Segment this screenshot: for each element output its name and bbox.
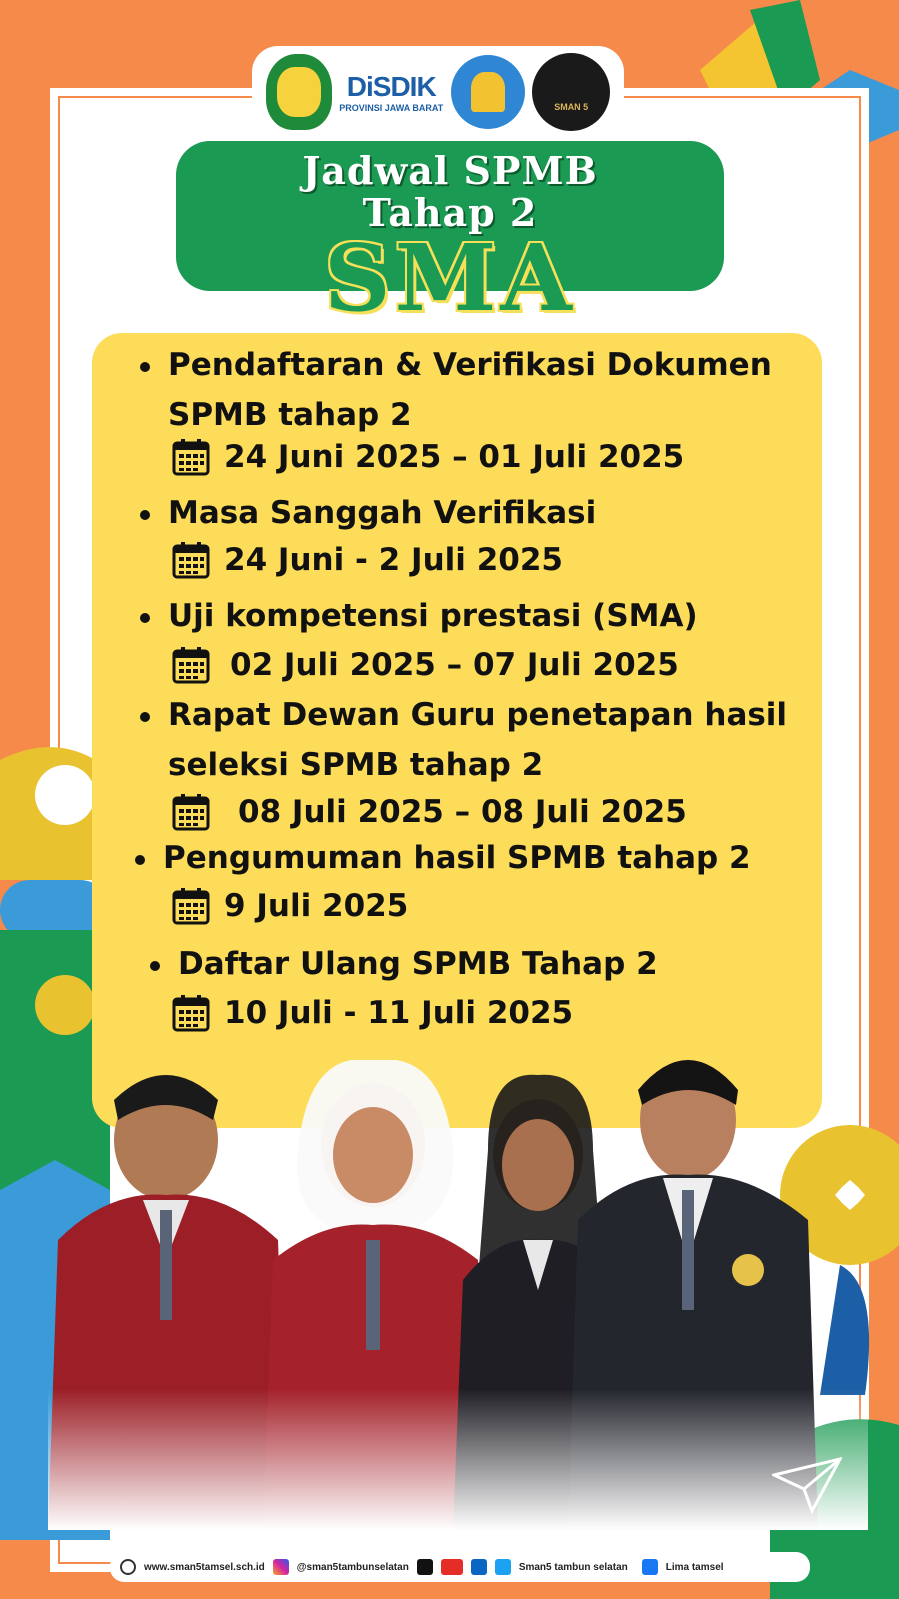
footer-bar: [110, 1552, 810, 1582]
schedule-date: [172, 437, 684, 477]
schedule-item-label: Daftar Ulang SPMB Tahap 2: [178, 946, 658, 982]
title-line-2: Tahap 2: [362, 190, 538, 235]
schedule-item-label: Pengumuman hasil SPMB tahap 2: [163, 840, 751, 876]
twitter-icon[interactable]: [495, 1559, 511, 1575]
disdik-logo: [339, 71, 443, 113]
bullet-icon: [135, 855, 145, 865]
schedule-date-text: 24 Juni 2025 – 01 Juli 2025: [224, 439, 685, 475]
disdik-logo-text: DiSDIK: [346, 71, 436, 102]
schedule-date-text: 10 Juli - 11 Juli 2025: [224, 995, 574, 1031]
schedule-date: [172, 886, 408, 926]
schedule-item: [135, 833, 751, 883]
globe-icon: [120, 1559, 136, 1575]
schedule-item: [140, 488, 596, 538]
schedule-item-label: Masa Sanggah Verifikasi: [168, 495, 597, 531]
calendar-icon: [172, 887, 210, 925]
title-line-1: Jadwal SPMB: [302, 148, 598, 193]
schedule-date: [172, 645, 679, 685]
instagram-handle[interactable]: @sman5tambunselatan: [296, 1561, 409, 1573]
bullet-icon: [140, 613, 150, 623]
instagram-icon[interactable]: [273, 1559, 289, 1575]
bullet-icon: [140, 362, 150, 372]
page-title: [176, 150, 724, 234]
calendar-icon: [172, 793, 210, 831]
students-photo: [48, 1060, 868, 1530]
calendar-icon: [172, 541, 210, 579]
level-heading: SMA: [324, 224, 576, 332]
youtube-icon[interactable]: [441, 1559, 463, 1575]
calendar-icon: [172, 438, 210, 476]
sman5-logo-text: SMAN 5: [554, 102, 589, 112]
schedule-item: [140, 591, 698, 641]
schedule-date: [172, 540, 563, 580]
tut-wuri-handayani-logo: [451, 55, 525, 129]
schedule-item-label: Rapat Dewan Guru penetapan hasil: [168, 697, 788, 733]
bullet-icon: [150, 961, 160, 971]
schedule-item-label: Uji kompetensi prestasi (SMA): [168, 598, 698, 634]
schedule-date-text: 24 Juni - 2 Juli 2025: [224, 542, 563, 578]
logo-bar: [252, 46, 624, 138]
website-link[interactable]: www.sman5tamsel.sch.id: [144, 1561, 265, 1573]
tiktok-icon[interactable]: [417, 1559, 433, 1575]
bullet-icon: [140, 510, 150, 520]
schedule-item-label: Pendaftaran & Verifikasi Dokumen: [168, 347, 772, 383]
disdik-logo-subtext: PROVINSI JAWA BARAT: [339, 103, 444, 113]
youtube-channel[interactable]: Sman5 tambun selatan: [518, 1561, 628, 1573]
schedule-date: [172, 993, 573, 1033]
paper-plane-icon: [772, 1455, 842, 1515]
schedule-date-text: 02 Juli 2025 – 07 Juli 2025: [230, 647, 679, 683]
bullet-icon: [140, 712, 150, 722]
schedule-item-label-cont: seleksi SPMB tahap 2: [168, 747, 544, 783]
calendar-icon: [172, 994, 210, 1032]
calendar-icon: [172, 646, 210, 684]
facebook-icon[interactable]: [642, 1559, 658, 1575]
schedule-item-label-cont: SPMB tahap 2: [168, 397, 412, 433]
schedule-item: [140, 690, 787, 790]
linkedin-icon[interactable]: [471, 1559, 487, 1575]
schedule-date-text: 08 Juli 2025 – 08 Juli 2025: [238, 794, 687, 830]
schedule-item: [150, 939, 658, 989]
schedule-date-text: 9 Juli 2025: [224, 888, 409, 924]
schedule-date: [172, 792, 687, 832]
schedule-item: [140, 340, 772, 440]
facebook-page[interactable]: Lima tamsel: [665, 1561, 724, 1573]
jabar-logo: [266, 54, 332, 130]
sman5-logo: [532, 53, 610, 131]
